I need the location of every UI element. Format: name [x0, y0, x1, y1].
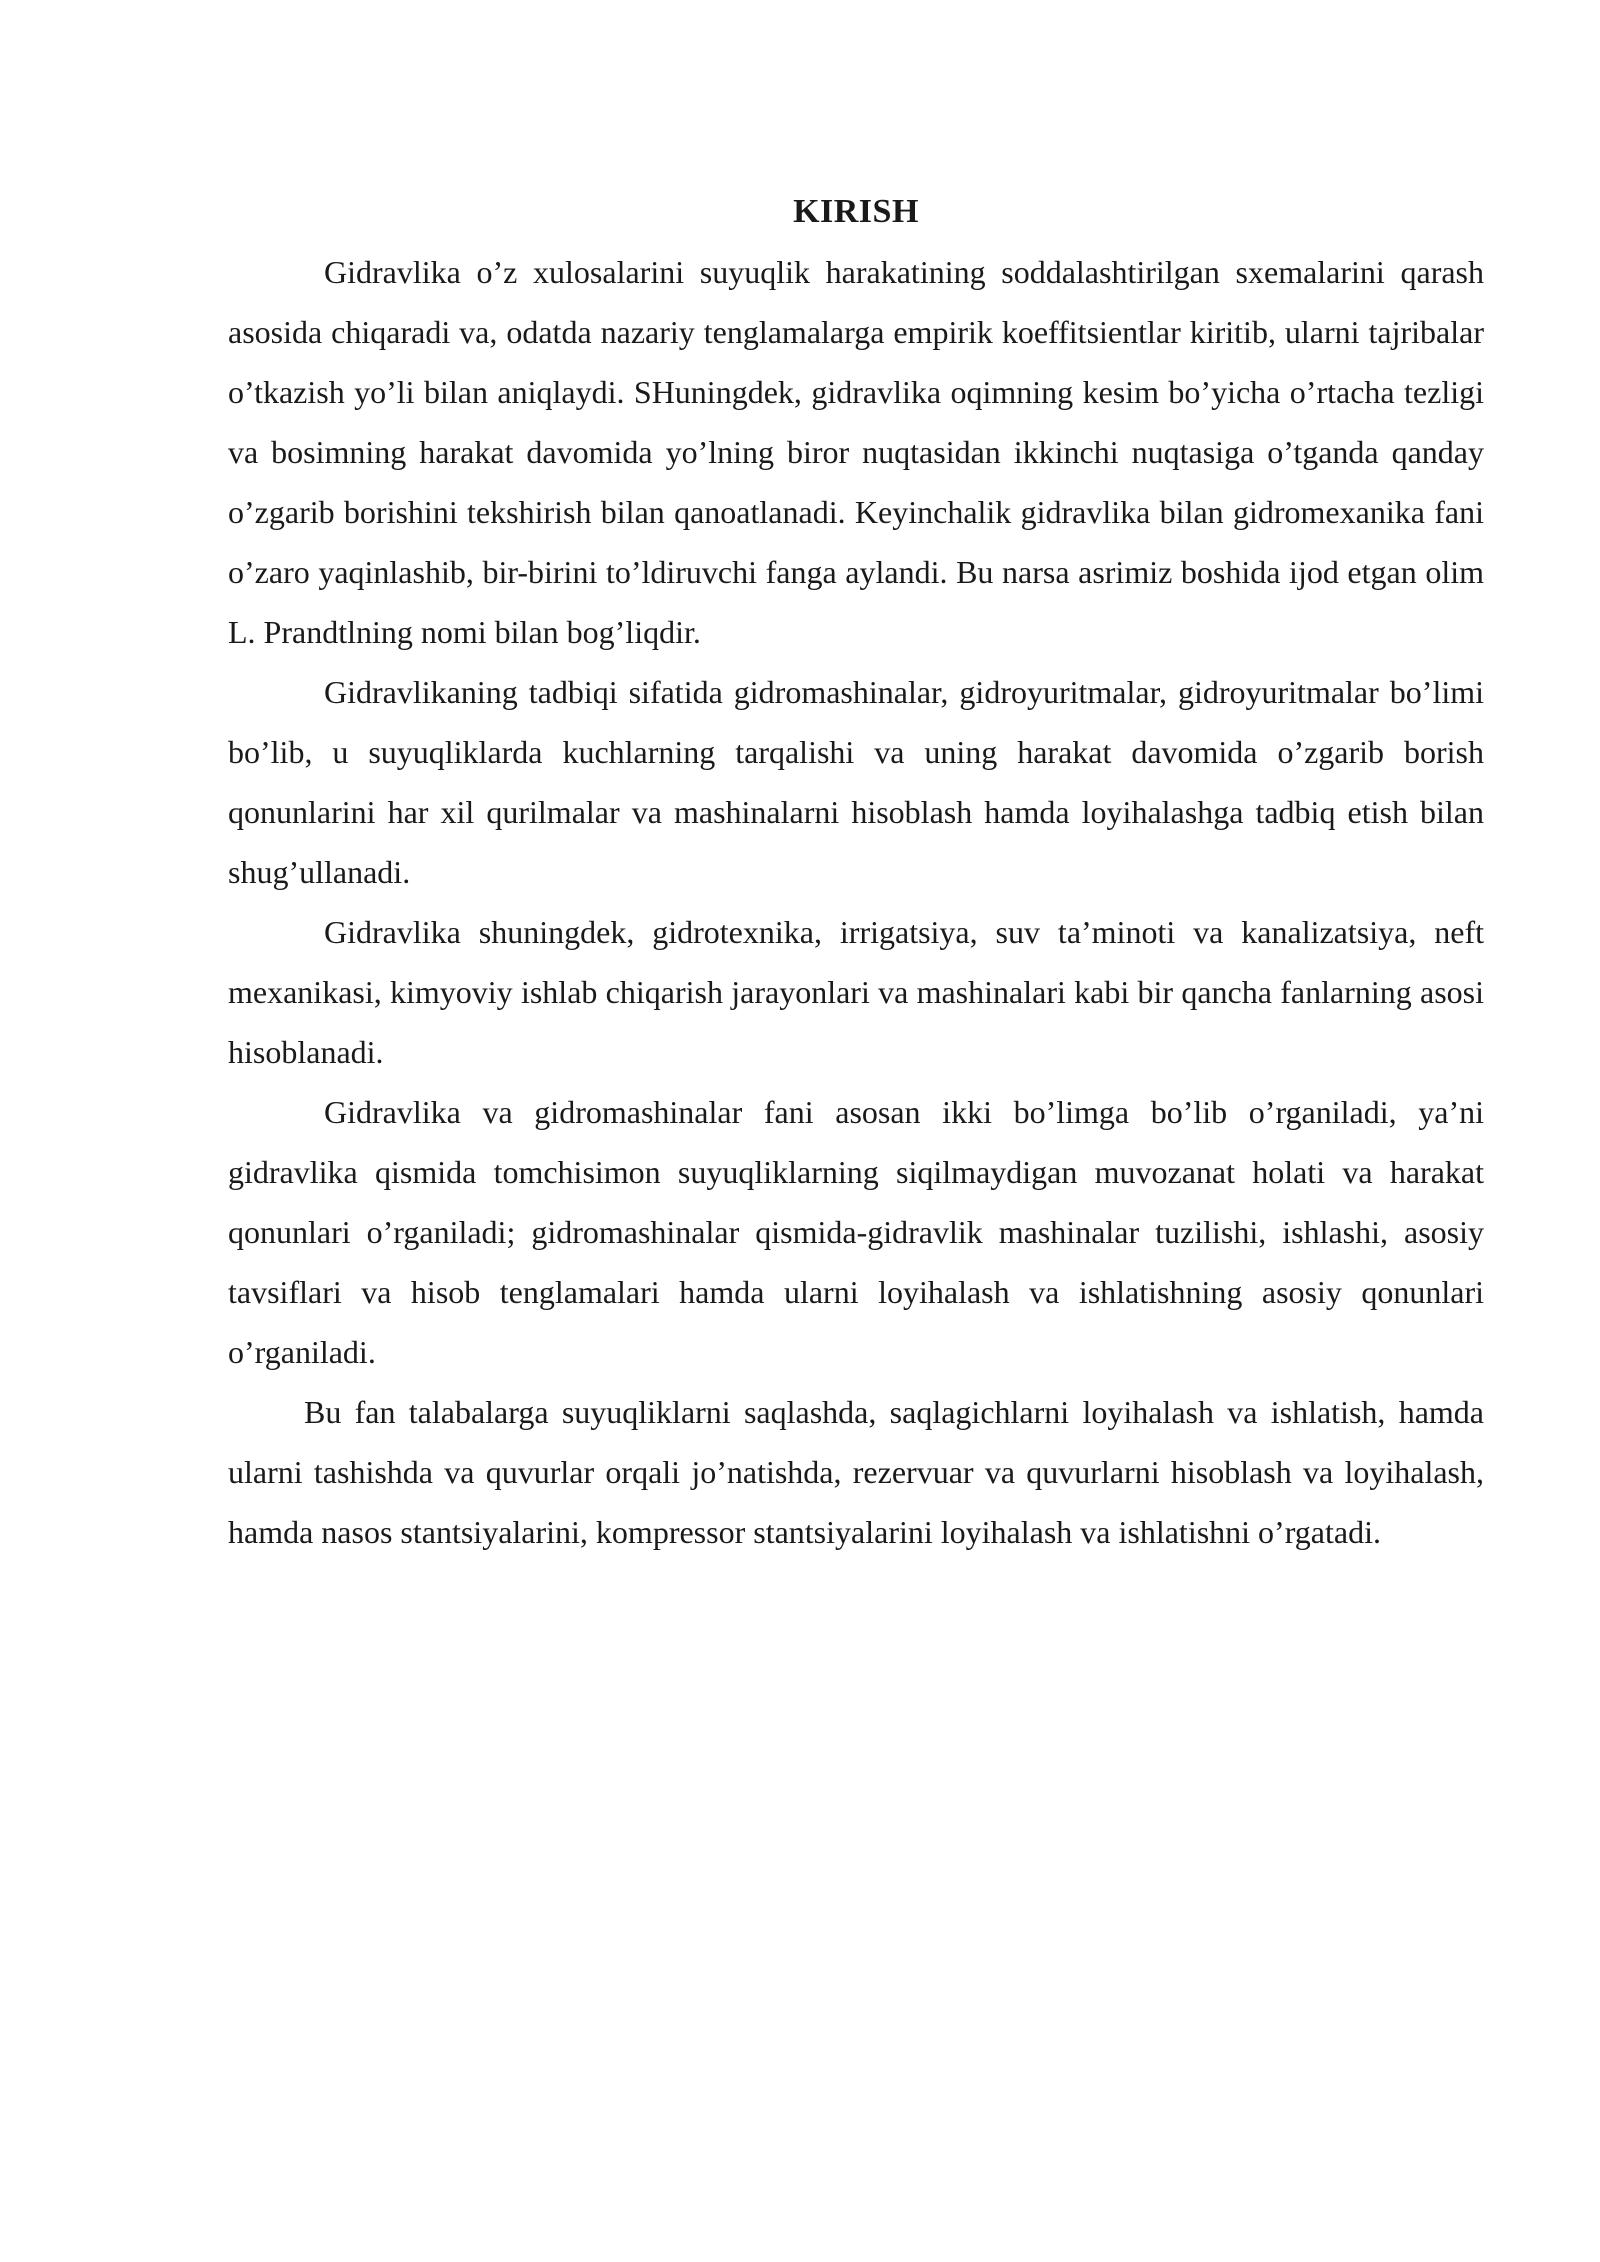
paragraph-4: Gidravlika va gidromashinalar fani asosan ikki bo’limga bo’lib o’rganiladi, ya’ni gidravlika qismida tomchisimon suyuqliklarning siqilmaydigan muvozanat holati va harakat qonunlari o’rganiladi; gidromashinalar qismida-gidravlik mashinalar tuzilishi, ishlashi, asosiy tavsiflari va hisob tenglamalari hamda ularni loyihalash va ishlatishning asosiy qonunlari o’rganiladi.	[228, 1094, 1484, 1370]
paragraph-3: Gidravlika shuningdek, gidrotexnika, irrigatsiya, suv ta’minoti va kanalizatsiya, neft mexanikasi, kimyoviy ishlab chiqarish jarayonlari va mashinalari kabi bir qancha fanlarning asosi hisoblanadi.	[228, 914, 1484, 1070]
paragraph-1: Gidravlika o’z xulosalarini suyuqlik harakatining soddalashtirilgan sxemalarini qarash asosida chiqaradi va, odatda nazariy tenglamalarga empirik koeffitsientlar kiritib, ularni tajribalar o’tkazish yo’li bilan aniqlaydi. SHuningdek, gidravlika oqimning kesim bo’yicha o’rtacha tezligi va bosimning harakat davomida yo’lning biror nuqtasidan ikkinchi nuqtasiga o’tganda qanday o’zgarib borishini tekshirish bilan qanoatlanadi. Keyinchalik gidravlika bilan gidromexanika fani o’zaro yaqinlashib, bir-birini to’ldiruvchi fanga aylandi. Bu narsa asrimiz boshida ijod etgan olim L. Prandtlning nomi bilan bog’liqdir.	[228, 254, 1484, 650]
paragraph-5: Bu fan talabalarga suyuqliklarni saqlashda, saqlagichlarni loyihalash va ishlatish, hamda ularni tashishda va quvurlar orqali jo’natishda, rezervuar va quvurlarni hisoblash va loyihalash, hamda nasos stantsiyalarini, kompressor stantsiyalarini loyihalash va ishlatishni o’rgatadi.	[228, 1394, 1484, 1550]
paragraph-2: Gidravlikaning tadbiqi sifatida gidromashinalar, gidroyuritmalar, gidroyuritmalar bo’limi bo’lib, u suyuqliklarda kuchlarning tarqalishi va uning harakat davomida o’zgarib borish qonunlarini har xil qurilmalar va mashinalarni hisoblash hamda loyihalashga tadbiq etish bilan shug’ullanadi.	[228, 674, 1484, 890]
page-title: KIRISH	[793, 193, 919, 230]
document-body	[228, 182, 1484, 1562]
